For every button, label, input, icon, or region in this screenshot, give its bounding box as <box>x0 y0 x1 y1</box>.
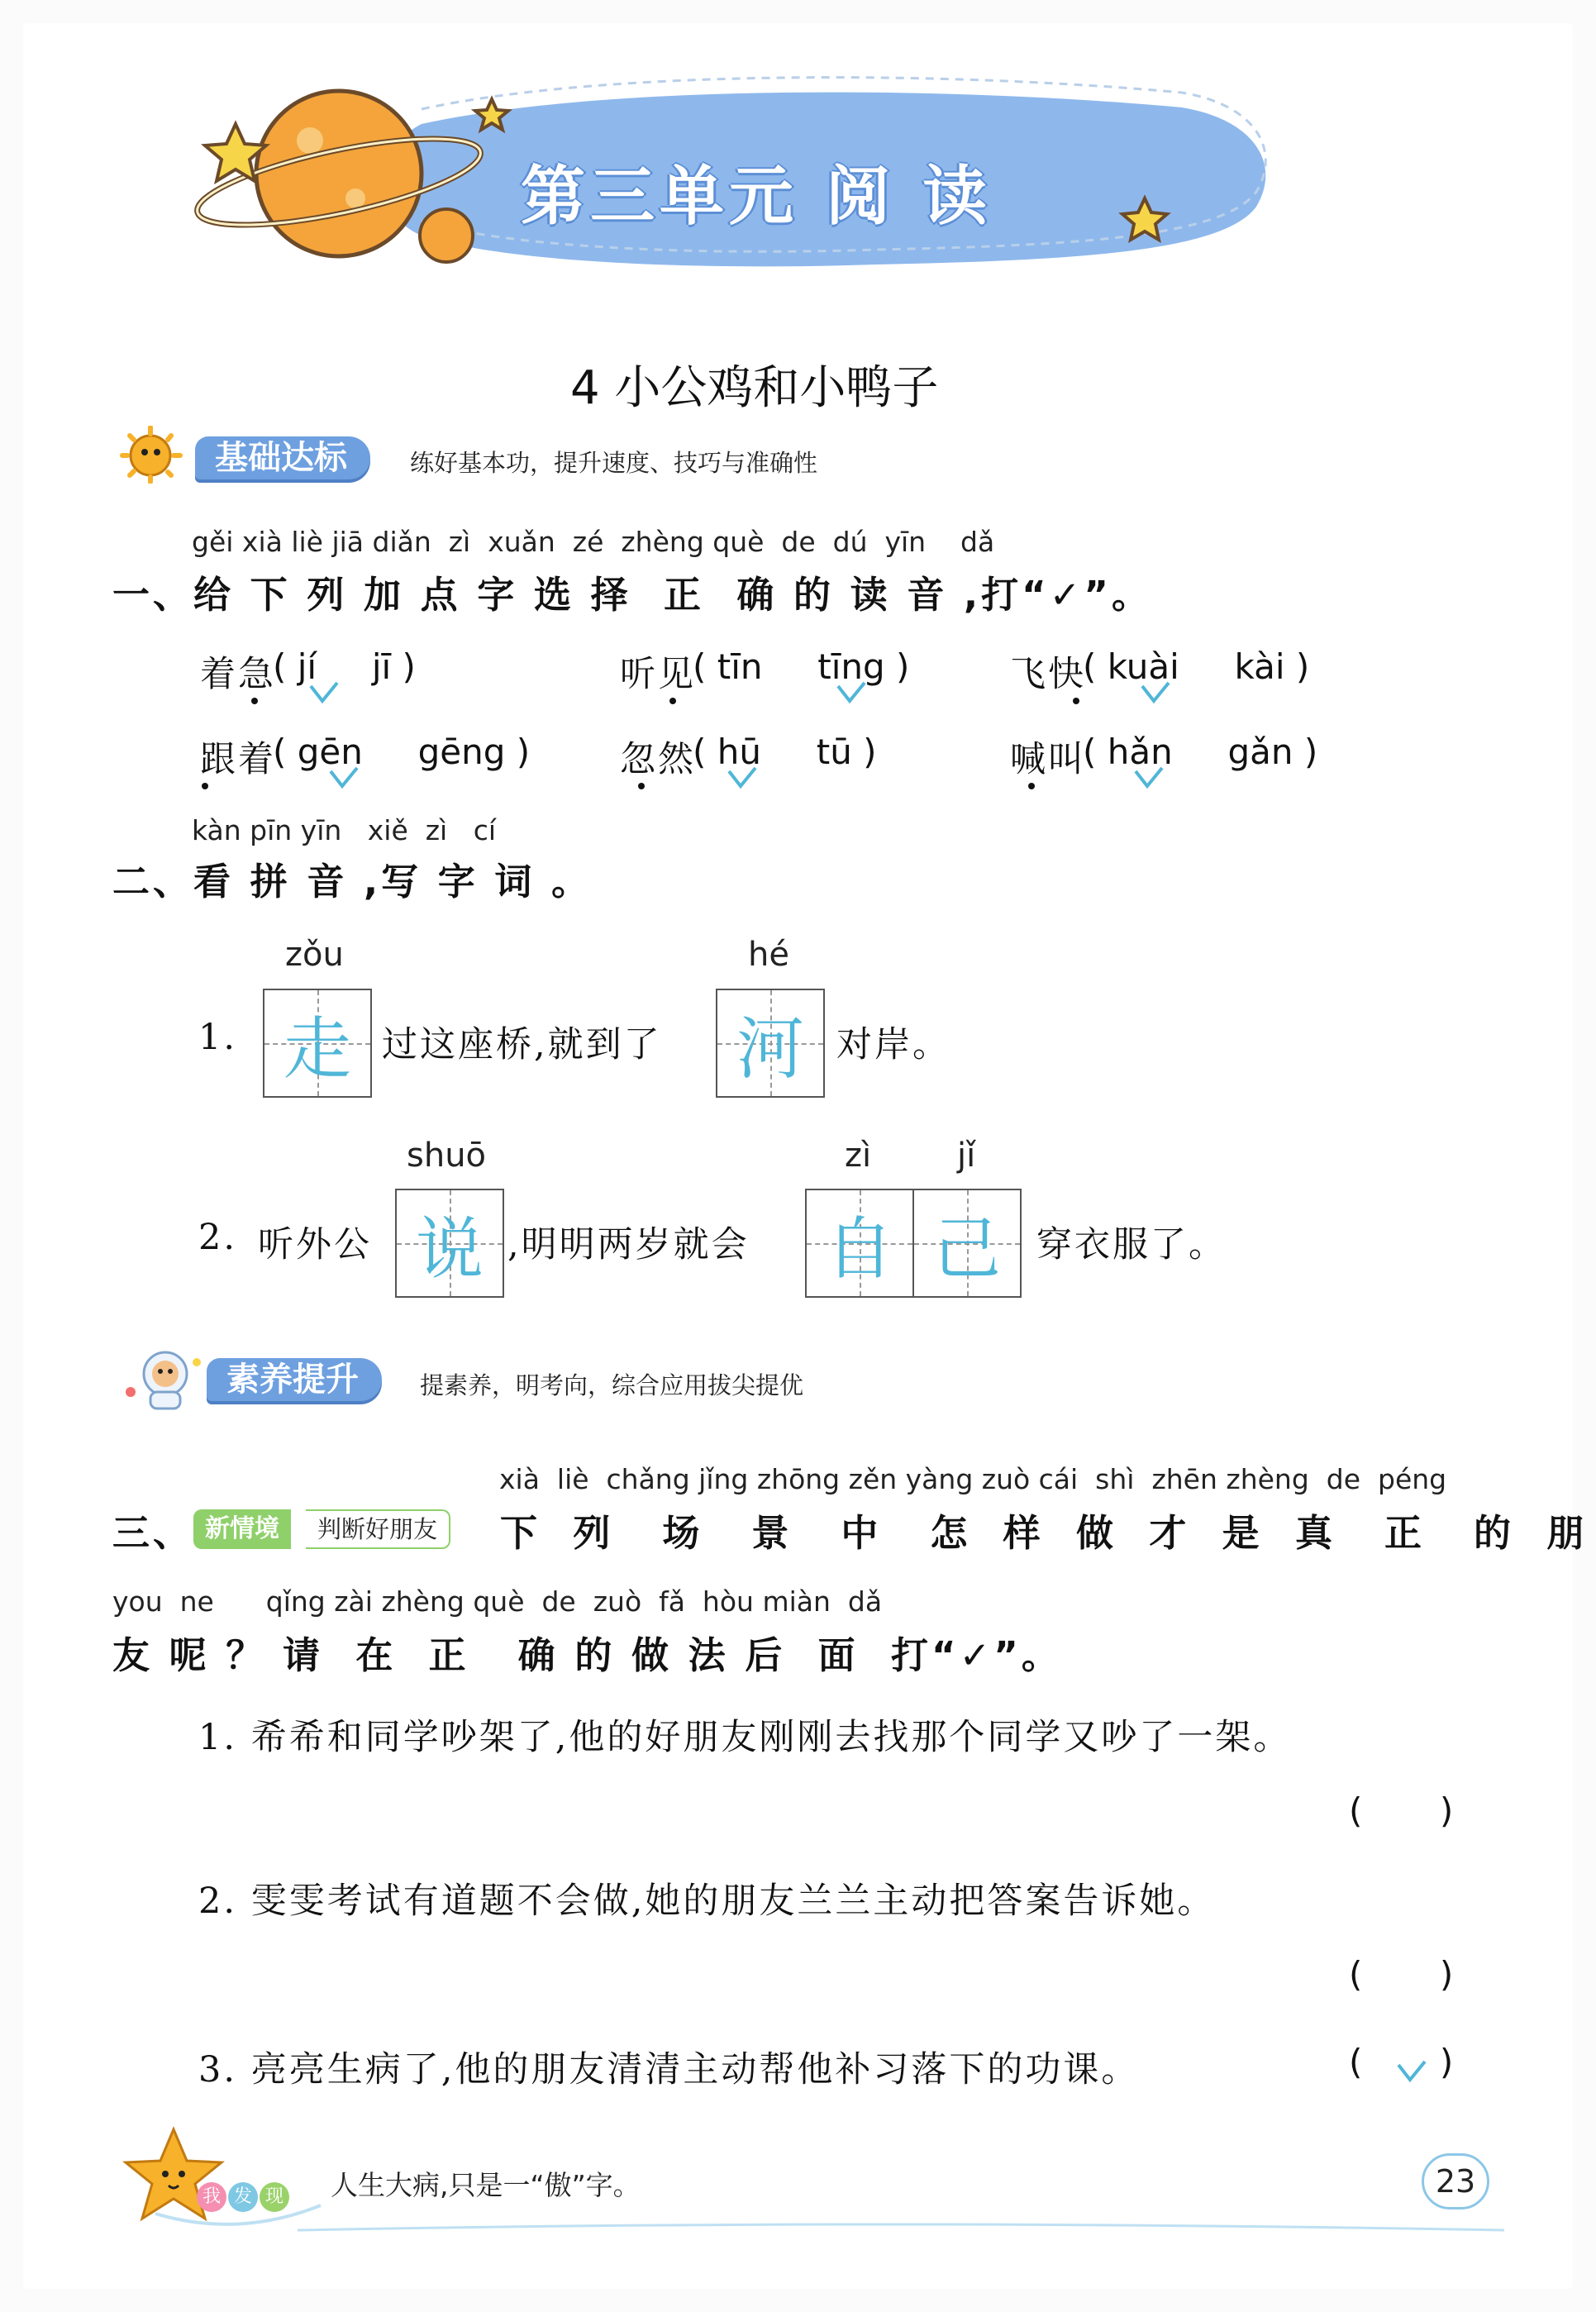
page-number: 23 <box>1422 2153 1489 2210</box>
writing-grid-box <box>395 1189 504 1298</box>
check-mark-icon <box>835 679 868 704</box>
astronaut-mascot-icon <box>116 1346 207 1412</box>
q2-s2-pinyin-a: shuō <box>407 1137 487 1175</box>
handwritten-answer: 走 <box>283 1009 351 1089</box>
q1-item-word: 喊叫 <box>1010 739 1086 780</box>
q2-s2-end: 穿衣服了。 <box>1036 1224 1227 1266</box>
section-subtitle-improve: 提素养，明考向，综合应用拔尖提优 <box>420 1371 804 1399</box>
section-subtitle-basic: 练好基本功，提升速度、技巧与准确性 <box>410 449 818 477</box>
q1-item-word: 着急 <box>200 654 276 695</box>
q1-item-options: ( jí jī ) <box>273 646 416 687</box>
q2-s1-middle: 过这座桥,就到了 <box>382 1024 662 1065</box>
writing-grid-box <box>912 1189 1022 1298</box>
footer-motto: 人生大病,只是一“傲”字。 <box>331 2169 641 2201</box>
q2-s1-number: 1. <box>198 1017 238 1058</box>
q1-item-options: ( hǎn gǎn ) <box>1083 732 1318 772</box>
q1-item-word: 听见 <box>620 654 696 695</box>
check-mark-icon <box>726 765 759 789</box>
badge-char: 我 <box>197 2182 226 2212</box>
writing-grid-box <box>716 989 825 1098</box>
handwritten-answer: 说 <box>415 1209 484 1289</box>
q3-item-text: 2. 雯雯考试有道题不会做,她的朋友兰兰主动把答案告诉她。 <box>198 1881 1216 1922</box>
handwritten-answer: 自 <box>825 1209 893 1289</box>
badge-char: 发 <box>228 2182 258 2212</box>
q1-item-word: 忽然 <box>620 739 696 780</box>
emphasis-dot <box>669 698 676 704</box>
writing-grid-box <box>805 1189 914 1298</box>
emphasis-dot <box>1028 783 1035 789</box>
q1-text: 一、给 下 列 加 点 字 选 择 正 确 的 读 音 ,打“✓”。 <box>112 573 1152 617</box>
check-mark-icon <box>307 679 341 704</box>
check-mark-icon <box>1395 2058 1428 2083</box>
q1-item-word: 跟着 <box>200 739 276 780</box>
check-mark-icon <box>327 765 360 789</box>
q2-s1-end: 对岸。 <box>836 1024 950 1065</box>
q3-answer-blank: ( ) <box>1349 1790 1454 1831</box>
q3-pinyin-line2: you ne qǐng zài zhèng què de zuò fǎ hòu miàn dǎ <box>112 1585 883 1618</box>
q2-s1-pinyin-a: zǒu <box>285 936 344 974</box>
emphasis-dot <box>1073 698 1079 704</box>
topic-badge: 判断好朋友 <box>306 1509 450 1549</box>
q2-s2-number: 2. <box>198 1217 238 1258</box>
q3-answer-blank: ( ) <box>1349 1954 1454 1995</box>
q3-item-text: 3. 亮亮生病了,他的朋友清清主动帮他补习落下的功课。 <box>198 2049 1140 2090</box>
q3-label: 三、 <box>112 1511 194 1555</box>
emphasis-dot <box>202 783 208 789</box>
q1-item-options: ( tīn tīng ) <box>693 646 910 687</box>
q3-answer-blank: ( ) <box>1349 2042 1454 2082</box>
badge-char: 现 <box>260 2182 289 2212</box>
handwritten-answer: 河 <box>736 1009 804 1089</box>
q2-s2-middle: ,明明两岁就会 <box>507 1224 750 1266</box>
q3-pinyin-line1: xià liè chǎng jǐng zhōng zěn yàng zuò cái shì zhēn zhèng de péng <box>499 1463 1447 1495</box>
check-mark-icon <box>1132 765 1165 789</box>
emphasis-dot <box>638 783 645 789</box>
section-tag-basic: 基础达标 <box>195 436 370 479</box>
section-tag-improve: 素养提升 <box>207 1358 382 1401</box>
q2-pinyin: kàn pīn yīn xiě zì cí <box>192 814 497 846</box>
new-context-badge: 新情境 <box>193 1509 291 1549</box>
lesson-title: 4 小公鸡和小鸭子 <box>570 361 939 415</box>
discovery-badge <box>197 2182 296 2215</box>
q3-text-line1: 下 列 场 景 中 怎 样 做 才 是 真 正 的 朋 <box>500 1511 1588 1555</box>
q2-text: 二、看 拼 音 ,写 字 词 。 <box>112 860 593 903</box>
q1-pinyin: gěi xià liè jiā diǎn zì xuǎn zé zhèng què de dú yīn dǎ <box>192 526 995 558</box>
q1-item-options: ( gēn gēng ) <box>273 732 531 772</box>
q1-item-options: ( kuài kài ) <box>1083 646 1310 687</box>
q2-s2-pinyin-c: jǐ <box>957 1137 976 1175</box>
q3-text-line2: 友 呢 ？ 请 在 正 确 的 做 法 后 面 打“✓”。 <box>112 1633 1062 1677</box>
q2-s2-pinyin-b: zì <box>845 1137 872 1175</box>
q3-item-text: 1. 希希和同学吵架了,他的好朋友刚刚去找那个同学又吵了一架。 <box>198 1717 1292 1758</box>
footer-divider <box>298 2222 1504 2238</box>
q2-s2-start: 听外公 <box>258 1224 372 1266</box>
emphasis-dot <box>251 698 258 704</box>
unit-title: 第三单元 阅 读 <box>521 160 993 234</box>
writing-grid-box <box>263 989 372 1098</box>
q2-s1-pinyin-b: hé <box>748 936 789 974</box>
sun-mascot-icon <box>116 426 190 484</box>
handwritten-answer: 己 <box>932 1209 1001 1289</box>
check-mark-icon <box>1139 679 1172 704</box>
q1-item-options: ( hū tū ) <box>693 732 877 772</box>
q1-item-word: 飞快 <box>1010 654 1086 695</box>
